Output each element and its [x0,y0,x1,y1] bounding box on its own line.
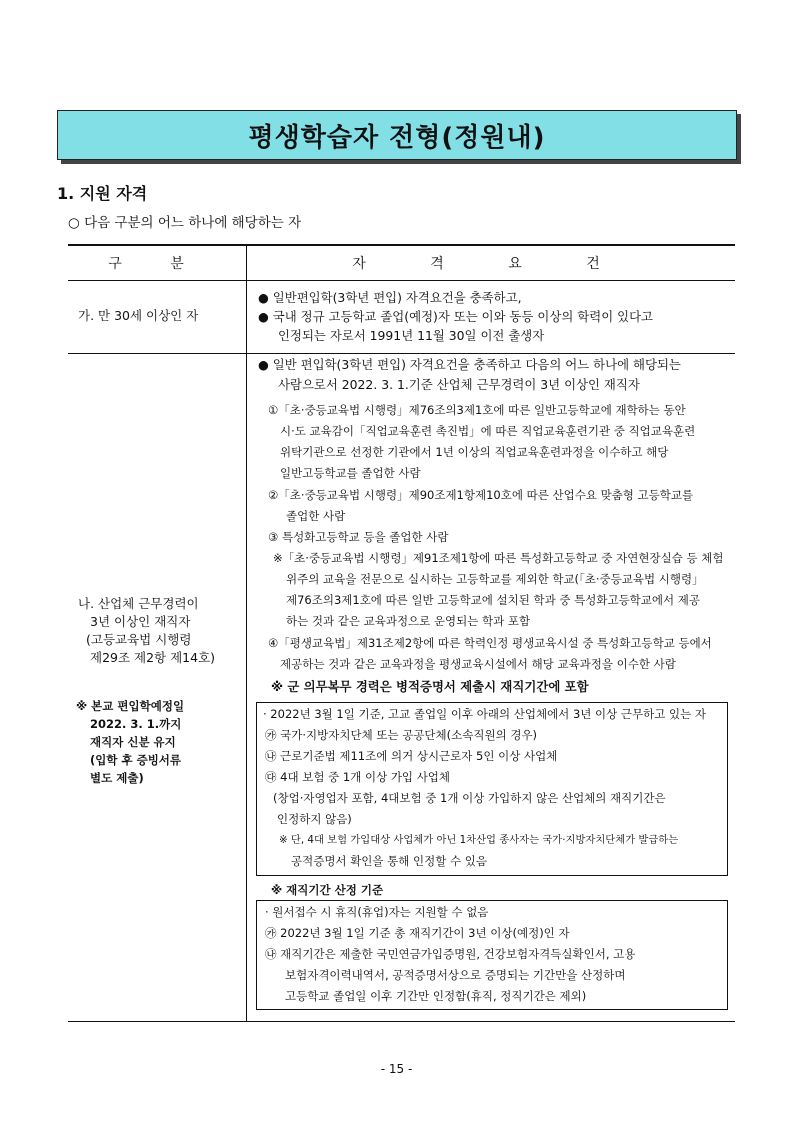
box2-line: 보험자격이력내역서, 공적증명서상으로 증명되는 기간만을 산정하며 [285,968,626,982]
box1-line: 공적증명서 확인을 통해 인정할 수 있음 [291,854,488,868]
page-title: 평생학습자 전형(정원내) [248,122,546,153]
row-b-line: 일반고등학교를 졸업한 사람 [280,466,421,480]
row-b-line: ③ 특성화고등학교 등을 졸업한 사람 [268,530,449,544]
period-criteria-heading: ※ 재직기간 산정 기준 [271,883,384,897]
row-b-line: 시·도 교육감이「직업교육훈련 촉진법」에 따른 직업교육훈련기관 중 직업교육훈련 [280,424,696,438]
row-b-note-line: 2022. 3. 1.까지 [90,717,182,731]
header-category: 구 분 [108,256,206,272]
box1-line: ㉯ 근로기준법 제11조에 의거 상시근로자 5인 이상 사업체 [265,749,558,763]
row-b-note-line: 별도 제출) [90,771,144,785]
table-header-rule [68,280,735,281]
row-a-line: ● 일반편입학(3학년 편입) 자격요건을 충족하고, [258,290,522,305]
section-heading: 1. 지원 자격 [57,184,148,203]
row-b-line: ※「초·중등교육법 시행령」제91조제1항에 따른 특성화고등학교 중 자연현장실습 등 체험 [273,551,724,565]
row-b-line: ①「초·중등교육법 시행령」제76조의3제1호에 따른 일반고등학교에 재학하는 동안 [268,403,686,417]
row-b-line: ※ 군 의무복무 경력은 병적증명서 제출시 재직기간에 포함 [271,679,589,694]
row-a-line: 인정되는 자로서 1991년 11월 30일 이전 출생자 [278,328,545,343]
row-b-note-line: ※ 본교 편입학예정일 [76,699,185,713]
row-b-line: 위탁기관으로 선정한 기관에서 1년 이상의 직업교육훈련과정을 이수하고 해당 [280,445,669,459]
row-b-category-line: 나. 산업체 근무경력이 [78,596,199,611]
row-b-category-line: 3년 이상인 재직자 [90,614,191,629]
row-b-line: ②「초·중등교육법 시행령」제90조제1항제10호에 따른 산업수요 맞춤형 고등학교를 [268,488,694,502]
industry-conditions-box [256,702,728,876]
section-intro: ○ 다음 구분의 어느 하나에 해당하는 자 [68,215,302,231]
box1-line: ㉰ 4대 보험 중 1개 이상 가입 사업체 [265,770,451,784]
page-title-box [57,110,737,160]
table-column-divider [246,244,247,1022]
box1-line: ※ 단, 4대 보험 가입대상 사업체가 아닌 1차산업 종사자는 국가·지방자치단체가 발급하는 [279,834,679,846]
header-requirements: 자 격 요 건 [352,256,630,272]
period-criteria-box [256,900,728,1010]
row-b-line: 하는 것과 같은 교육과정으로 운영되는 학과 포함 [286,614,531,628]
row-b-line: ● 일반 편입학(3학년 편입) 자격요건을 충족하고 다음의 어느 하나에 해당되는 [258,357,681,372]
row-b-line: 졸업한 사람 [286,509,346,523]
box1-line: · 2022년 3월 1일 기준, 고교 졸업일 이후 아래의 산업체에서 3년 이상 근무하고 있는 자 [263,707,706,721]
row-b-note-line: (입학 후 증빙서류 [90,753,182,767]
row-b-line: ④「평생교육법」제31조제2항에 따른 학력인정 평생교육시설 중 특성화고등학교 등에서 [268,636,712,650]
row-b-line: 제공하는 것과 같은 교육과정을 평생교육시설에서 해당 교육과정을 이수한 사람 [280,657,676,671]
page-number: - 15 - [380,1062,413,1076]
box2-line: 고등학교 졸업일 이후 기간만 인정함(휴직, 정직기간은 제외) [285,989,587,1003]
row-b-category-line: 제29조 제2항 제14호) [90,650,216,665]
table-bottom-rule [68,1021,735,1022]
box2-line: ㉮ 2022년 3월 1일 기준 총 재직기간이 3년 이상(예정)인 자 [265,926,570,940]
table-row-rule [68,353,735,354]
row-b-note-line: 재직자 신분 유지 [90,735,176,749]
row-b-line: 위주의 교육을 전문으로 실시하는 고등학교를 제외한 학교(「초·중등교육법 시행령」 [286,572,704,586]
eligibility-table [68,244,735,1022]
box1-line: (창업·자영업자 포함, 4대보험 중 1개 이상 가입하지 않은 산업체의 재직기간은 [273,791,666,805]
row-b-line: 제76조의3제1호에 따른 일반 고등학교에 설치된 학과 중 특성화고등학교에서 제공 [286,593,700,607]
row-a-category: 가. 만 30세 이상인 자 [78,308,199,323]
box1-line: 인정하지 않음) [277,812,352,826]
box2-line: ㉯ 재직기간은 제출한 국민연금가입증명원, 건강보험자격득실확인서, 고용 [265,947,636,961]
row-b-line: 사람으로서 2022. 3. 1.기준 산업체 근무경력이 3년 이상인 재직자 [278,377,640,392]
table-top-rule [68,244,735,246]
box2-line: · 원서접수 시 휴직(휴업)자는 지원할 수 없음 [265,905,489,919]
box1-line: ㉮ 국가·지방자치단체 또는 공공단체(소속직원의 경우) [265,728,538,742]
row-a-line: ● 국내 정규 고등학교 졸업(예정)자 또는 이와 동등 이상의 학력이 있다고 [258,309,654,324]
row-b-category-line: (고등교육법 시행령 [86,632,192,647]
